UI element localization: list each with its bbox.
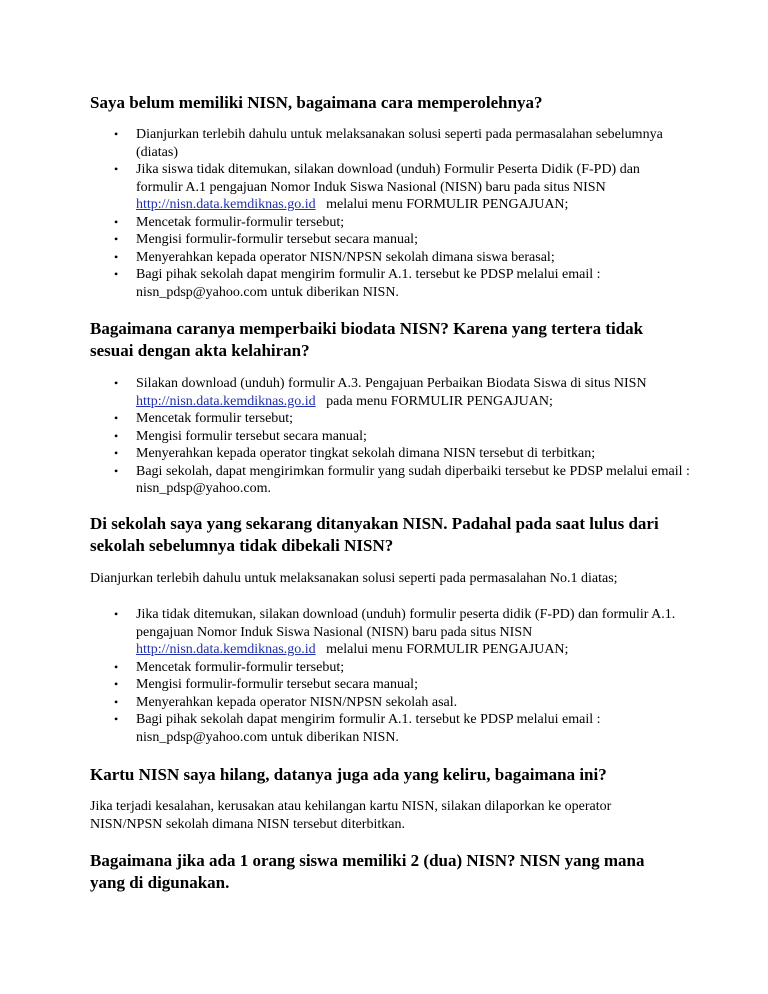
- list-item: • Jika tidak ditemukan, silakan download (unduh) formulir peserta didik (F-PD) dan formulir A.1. pengajuan Nomor Induk Siswa Nasional (NISN) baru pada situs NISN http://nisn.data.kemdiknas.go.id melalui menu FORMULIR PENGAJUAN;: [114, 607, 676, 657]
- list-item: • Bagi sekolah, dapat mengirimkan formulir yang sudah diperbaiki tersebut ke PDSP melalui email : nisn_pdsp@yahoo.com.: [114, 463, 690, 496]
- bullet-icon: •: [114, 267, 119, 281]
- list-item: • Bagi pihak sekolah dapat mengirim formulir A.1. tersebut ke PDSP melalui email : nisn_pdsp@yahoo.com untuk diberikan NISN.: [114, 267, 601, 300]
- list-item: • Mencetak formulir-formulir tersebut;: [114, 659, 345, 675]
- list-item: • Bagi pihak sekolah dapat mengirim formulir A.1. tersebut ke PDSP melalui email : nisn_pdsp@yahoo.com untuk diberikan NISN.: [114, 712, 601, 745]
- bullet-icon: •: [114, 677, 119, 691]
- section-2-heading: [90, 318, 643, 362]
- section-3-list: [90, 606, 690, 746]
- list-item: • Silakan download (unduh) formulir A.3. Pengajuan Perbaikan Biodata Siswa di situs NISN http://nisn.data.kemdiknas.go.id pada menu FORMULIR PENGAJUAN;: [114, 376, 647, 409]
- nisn-site-link[interactable]: http://nisn.data.kemdiknas.go.id: [136, 642, 316, 657]
- bullet-icon: •: [114, 249, 119, 264]
- section-3-intro: Dianjurkan terlebih dahulu untuk melaksanakan solusi seperti pada permasalahan No.1 diatas;: [90, 571, 618, 586]
- bullet-icon: •: [114, 428, 119, 443]
- section-1-list: [90, 126, 690, 301]
- list-item: • Mencetak formulir-formulir tersebut;: [114, 214, 345, 230]
- list-item: • Menyerahkan kepada operator NISN/NPSN sekolah asal.: [114, 694, 458, 710]
- bullet-icon: •: [114, 712, 119, 726]
- heading-line: Di sekolah saya yang sekarang ditanyakan NISN. Padahal pada saat lulus dari: [90, 514, 659, 533]
- heading-line: Bagaimana jika ada 1 orang siswa memiliki 2 (dua) NISN? NISN yang mana: [90, 851, 645, 870]
- nisn-site-link[interactable]: http://nisn.data.kemdiknas.go.id: [136, 393, 316, 409]
- bullet-icon: •: [114, 162, 119, 176]
- bullet-icon: •: [114, 694, 119, 709]
- bullet-icon: •: [114, 411, 119, 425]
- bullet-icon: •: [114, 127, 119, 141]
- bullet-icon: •: [114, 376, 119, 390]
- bullet-icon: •: [114, 446, 119, 460]
- heading-line: sesuai dengan akta kelahiran?: [90, 341, 310, 360]
- list-item: • Dianjurkan terlebih dahulu untuk melaksanakan solusi seperti pada permasalahan sebelumnya (diatas): [114, 127, 663, 160]
- section-3-heading: [90, 513, 659, 557]
- list-item: • Mengisi formulir-formulir tersebut secara manual;: [114, 677, 418, 692]
- bullet-icon: •: [114, 214, 119, 229]
- heading-line: yang di digunakan.: [90, 873, 230, 892]
- bullet-icon: •: [114, 607, 119, 621]
- list-item: • Mengisi formulir-formulir tersebut secara manual;: [114, 232, 418, 247]
- section-4-paragraph: Jika terjadi kesalahan, kerusakan atau kehilangan kartu NISN, silakan dilaporkan ke operator NISN/NPSN sekolah dimana NISN tersebut diterbitkan.: [90, 799, 612, 832]
- section-4-heading: Kartu NISN saya hilang, datanya juga ada yang keliru, bagaimana ini?: [90, 765, 607, 784]
- list-item: • Mengisi formulir tersebut secara manual;: [114, 428, 367, 444]
- list-item: • Menyerahkan kepada operator NISN/NPSN sekolah dimana siswa berasal;: [114, 249, 555, 265]
- list-item: • Mencetak formulir tersebut;: [114, 411, 294, 426]
- list-item: • Menyerahkan kepada operator tingkat sekolah dimana NISN tersebut di terbitkan;: [114, 446, 596, 461]
- section-1-heading: Saya belum memiliki NISN, bagaimana cara memperolehnya?: [90, 93, 543, 112]
- heading-line: Bagaimana caranya memperbaiki biodata NISN? Karena yang tertera tidak: [90, 319, 644, 338]
- nisn-site-link[interactable]: http://nisn.data.kemdiknas.go.id: [136, 197, 316, 212]
- bullet-icon: •: [114, 463, 119, 478]
- section-2-list: [90, 375, 690, 498]
- heading-line: sekolah sebelumnya tidak dibekali NISN?: [90, 536, 394, 555]
- section-5-heading: [90, 850, 644, 894]
- list-item: • Jika siswa tidak ditemukan, silakan download (unduh) Formulir Peserta Didik (F-PD) dan formulir A.1 pengajuan Nomor Induk Siswa Nasional (NISN) baru pada situs NISN http://nisn.data.kemdiknas.go.id melalui menu FORMULIR PENGAJUAN;: [114, 162, 640, 212]
- bullet-icon: •: [114, 232, 119, 246]
- bullet-icon: •: [114, 659, 119, 674]
